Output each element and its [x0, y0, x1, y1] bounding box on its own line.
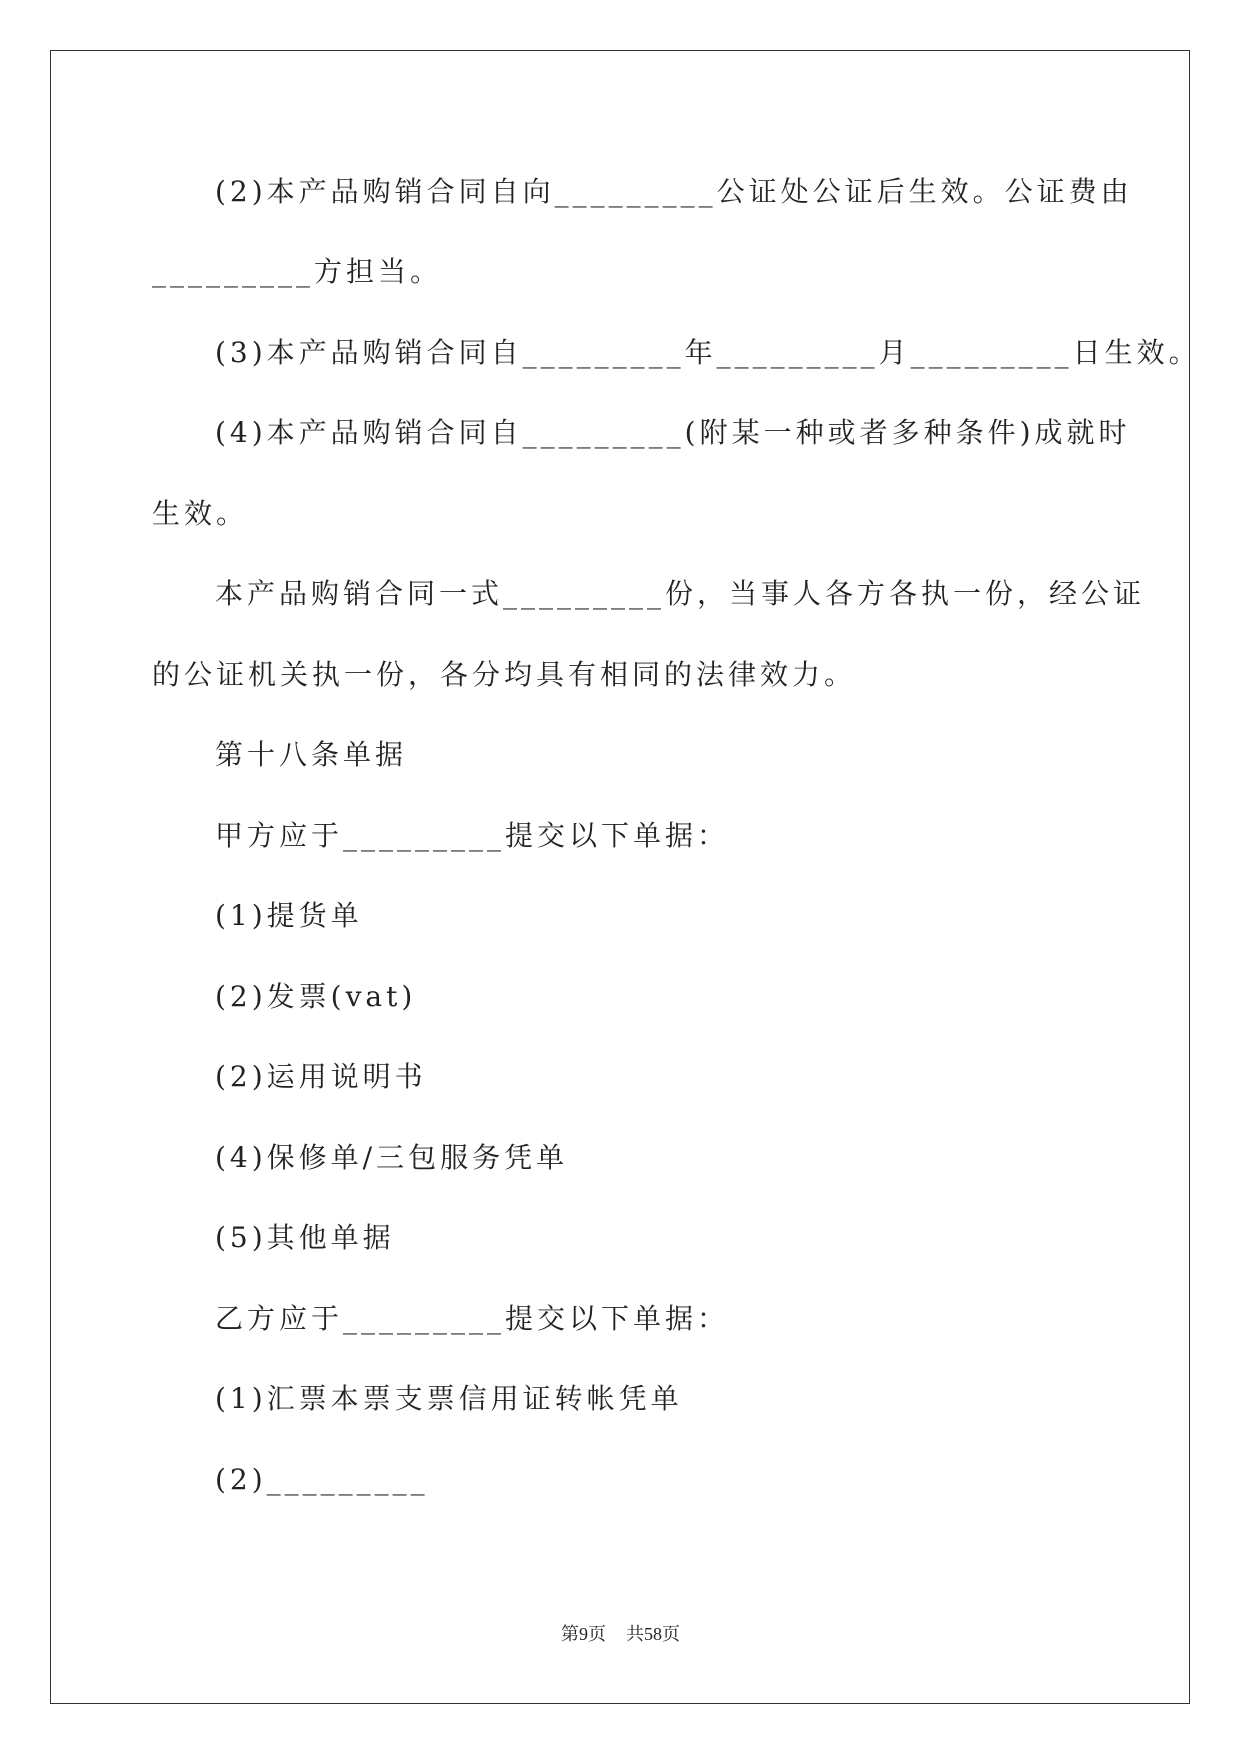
- section-heading: 第十八条单据: [215, 738, 408, 771]
- list-item: (5)其他单据: [215, 1221, 395, 1254]
- list-item: (4)保修单/三包服务凭单: [215, 1141, 569, 1174]
- list-item: (1)提货单: [215, 899, 363, 932]
- page-footer: [0, 1622, 1241, 1646]
- paragraph-line: (3)本产品购销合同自_________年_________月_________日生效。: [215, 336, 1201, 369]
- current-page-label: 第9页: [561, 1624, 606, 1644]
- list-item: (2)发票(vat): [215, 980, 417, 1013]
- paragraph-line: 甲方应于_________提交以下单据：: [215, 819, 730, 852]
- list-item: (2)_________: [215, 1463, 429, 1496]
- list-item: (1)汇票本票支票信用证转帐凭单: [215, 1382, 683, 1415]
- paragraph-line: _________方担当。: [152, 255, 443, 288]
- page-border: [50, 50, 1190, 1704]
- paragraph-line: (4)本产品购销合同自_________(附某一种或者多种条件)成就时: [215, 416, 1131, 449]
- paragraph-line: 的公证机关执一份，各分均具有相同的法律效力。: [152, 658, 857, 691]
- paragraph-line: 本产品购销合同一式_________份，当事人各方各执一份，经公证: [215, 577, 1146, 610]
- paragraph-line: (2)本产品购销合同自向_________公证处公证后生效。公证费由: [215, 175, 1133, 208]
- total-pages-label: 共58页: [626, 1624, 680, 1644]
- paragraph-line: 乙方应于_________提交以下单据：: [215, 1302, 730, 1335]
- paragraph-line: 生效。: [152, 497, 249, 530]
- list-item: (2)运用说明书: [215, 1060, 427, 1093]
